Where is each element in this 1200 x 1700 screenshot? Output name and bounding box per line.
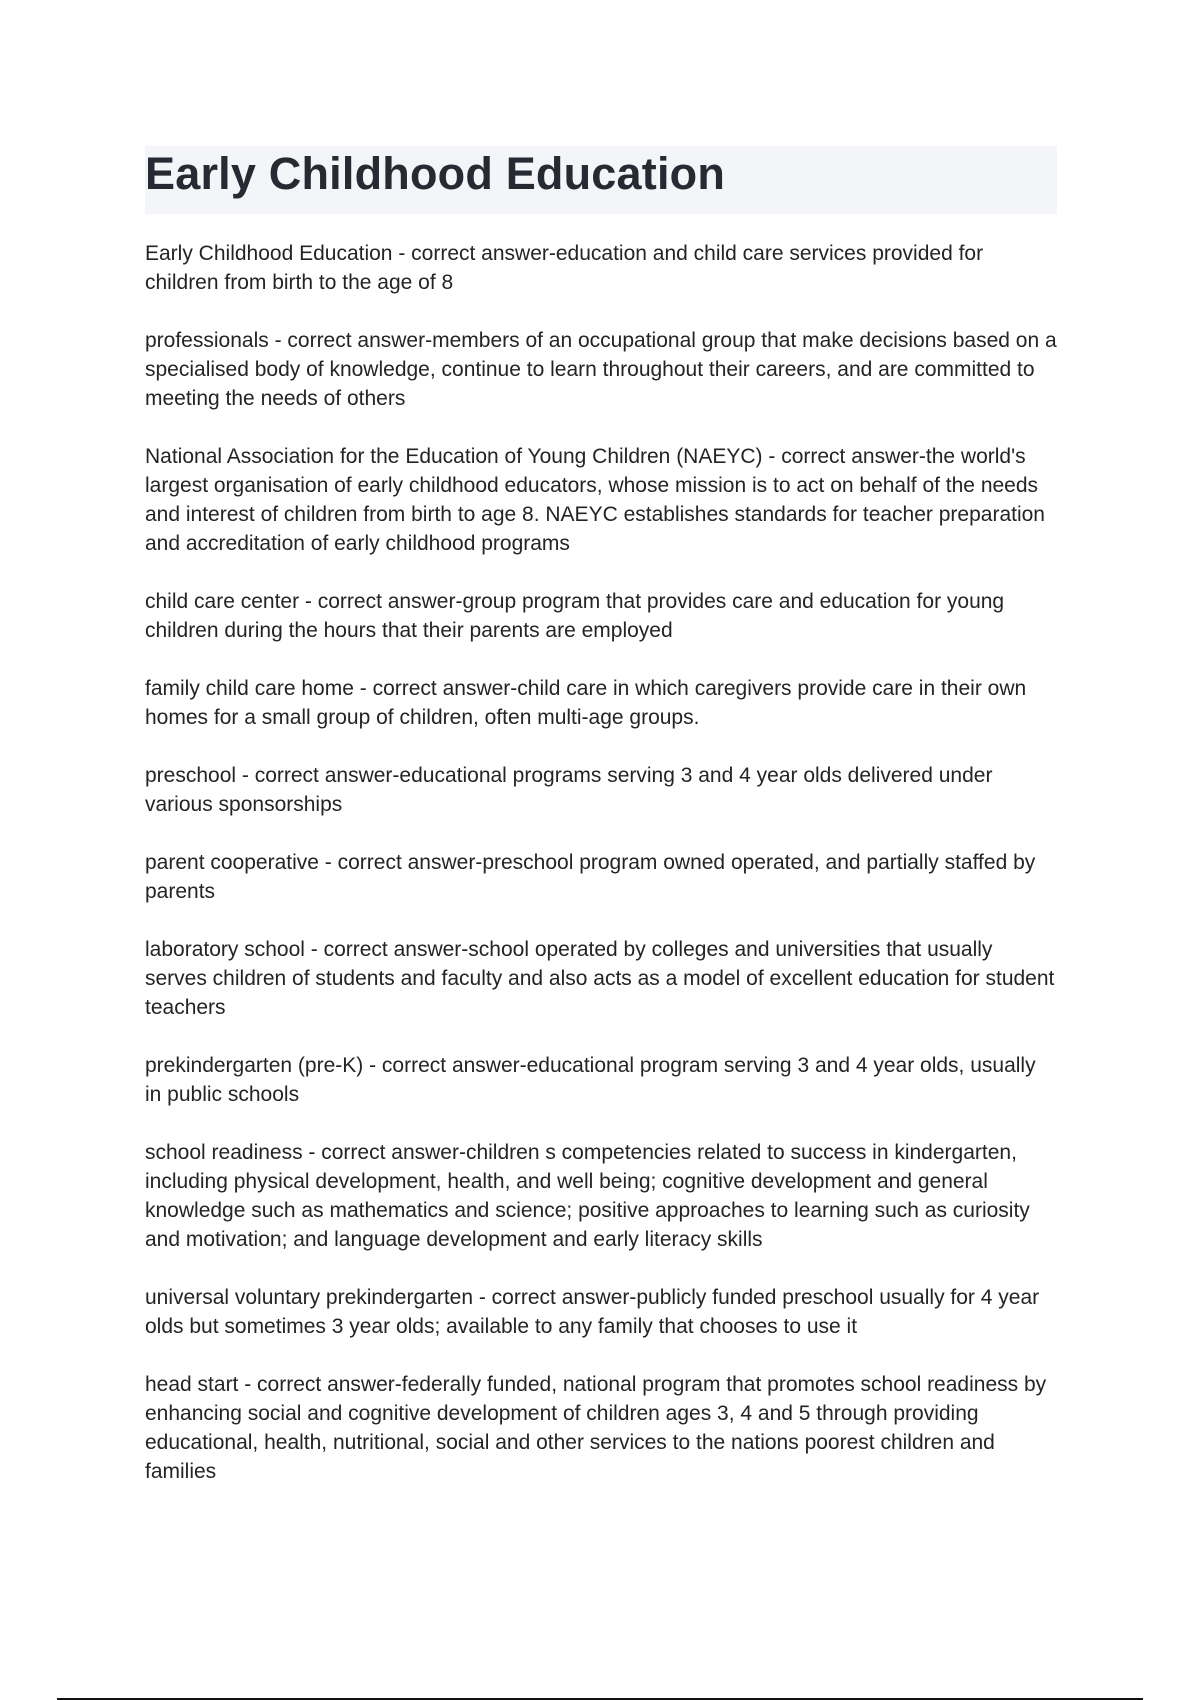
term-entry <box>145 239 1057 297</box>
term-text: child care center - correct answer-group program that provides care and education for young children during the hours that their parents are employed <box>145 590 1005 642</box>
term-entry <box>145 848 1057 906</box>
term-entry <box>145 935 1057 1022</box>
term-text: family child care home - correct answer-child care in which caregivers provide care in their own homes for a small group of children, often multi-age groups. <box>145 677 1027 729</box>
term-text: laboratory school - correct answer-school operated by colleges and universities that usually serves children of students and faculty and also acts as a model of excellent education for student teachers <box>145 938 1055 1019</box>
term-entry <box>145 1283 1057 1341</box>
page-title: Early Childhood Education <box>145 148 726 199</box>
term-text: professionals - correct answer-members of an occupational group that make decisions based on a specialised body of knowledge, continue to learn throughout their careers, and are committed to meeting the needs of others <box>145 329 1057 410</box>
term-text: Early Childhood Education - correct answer-education and child care services provided for children from birth to the age of 8 <box>145 242 984 294</box>
title-banner <box>145 146 1057 214</box>
term-text: parent cooperative - correct answer-preschool program owned operated, and partially staffed by parents <box>145 851 1036 903</box>
term-entry <box>145 326 1057 413</box>
term-list <box>145 239 1057 1515</box>
term-entry <box>145 761 1057 819</box>
term-text: school readiness - correct answer-children s competencies related to success in kindergarten, including physical development, health, and well being; cognitive development and general knowledge such as mathematics and science; positive approaches to learning such as curiosity and motivation; and language development and early literacy skills <box>145 1141 1030 1251</box>
term-text: prekindergarten (pre-K) - correct answer-educational program serving 3 and 4 year olds, usually in public schools <box>145 1054 1036 1106</box>
term-entry <box>145 1370 1057 1486</box>
term-entry <box>145 674 1057 732</box>
term-entry <box>145 587 1057 645</box>
term-text: National Association for the Education of Young Children (NAEYC) - correct answer-the world's largest organisation of early childhood educators, whose mission is to act on behalf of the needs and interest of children from birth to age 8. NAEYC establishes standards for teacher preparation and accreditation of early childhood programs <box>145 445 1045 555</box>
term-text: head start - correct answer-federally funded, national program that promotes school readiness by enhancing social and cognitive development of children ages 3, 4 and 5 through providing educational, health, nutritional, social and other services to the nations poorest children and families <box>145 1373 1047 1483</box>
term-text: universal voluntary prekindergarten - correct answer-publicly funded preschool usually for 4 year olds but sometimes 3 year olds; available to any family that chooses to use it <box>145 1286 1040 1338</box>
term-text: preschool - correct answer-educational programs serving 3 and 4 year olds delivered under various sponsorships <box>145 764 993 816</box>
term-entry <box>145 442 1057 558</box>
term-entry <box>145 1051 1057 1109</box>
term-entry <box>145 1138 1057 1254</box>
